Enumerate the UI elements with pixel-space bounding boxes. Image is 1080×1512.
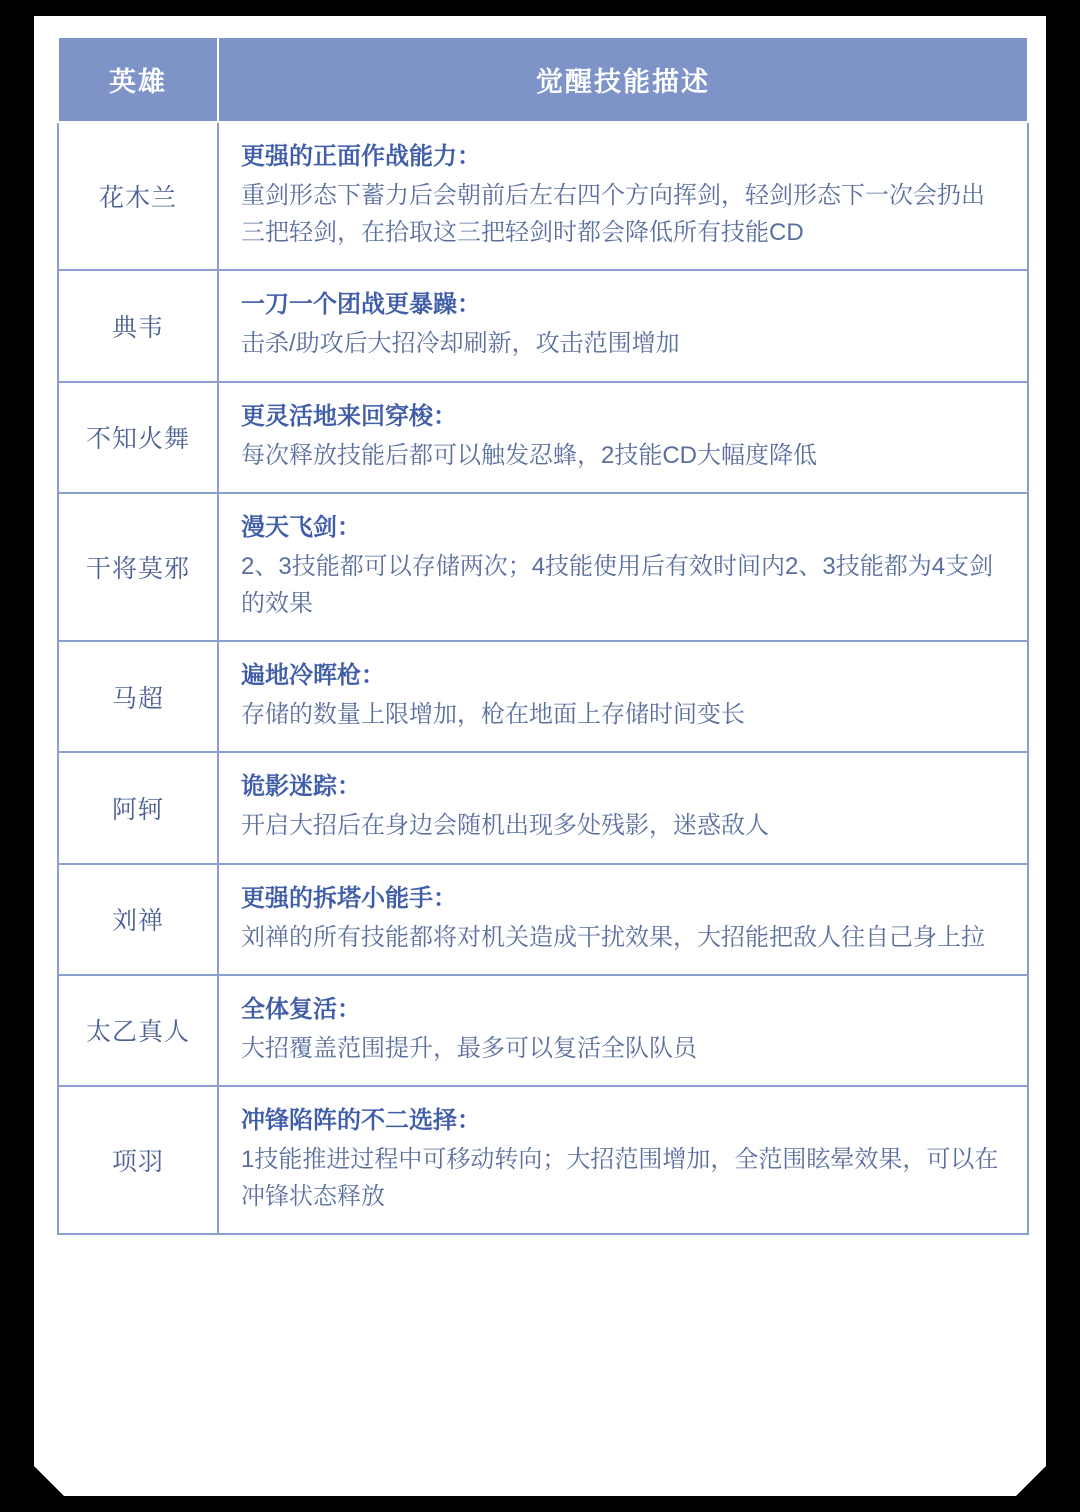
skill-title: 更强的正面作战能力： (241, 143, 481, 170)
skill-body: 2、3技能都可以存储两次；4技能使用后有效时间内2、3技能都为4支剑的效果 (241, 552, 994, 617)
table-body (58, 122, 1028, 1234)
skill-description (218, 641, 1028, 752)
hero-name: 干将莫邪 (58, 493, 218, 641)
hero-name: 阿轲 (58, 752, 218, 863)
skill-title: 更强的拆塔小能手： (241, 884, 457, 912)
table-row (58, 270, 1028, 381)
hero-name: 刘禅 (58, 864, 218, 975)
skill-body: 击杀/助攻后大招冷却刷新，攻击范围增加 (241, 330, 680, 358)
skill-title: 诡影迷踪： (241, 773, 361, 801)
skill-title: 更灵活地来回穿梭： (241, 402, 457, 430)
skill-description (218, 864, 1028, 975)
hero-name: 太乙真人 (58, 975, 218, 1086)
skill-body: 开启大招后在身边会随机出现多处残影，迷惑敌人 (241, 812, 769, 840)
awaken-skills-table-container (57, 36, 1023, 1468)
skill-body: 重剑形态下蓄力后会朝前后左右四个方向挥剑，轻剑形态下一次会扔出三把轻剑，在拾取这三把轻剑时都会降低所有技能CD (241, 182, 985, 247)
table-row (58, 493, 1028, 641)
skill-title: 漫天飞剑： (241, 513, 361, 541)
table-row (58, 752, 1028, 863)
skill-title: 遍地冷晖枪： (241, 662, 385, 690)
table-row (58, 641, 1028, 752)
skill-description (218, 493, 1028, 641)
skill-body: 1技能推进过程中可移动转向；大招范围增加，全范围眩晕效果，可以在冲锋状态释放 (241, 1145, 999, 1211)
skill-body: 刘禅的所有技能都将对机关造成干扰效果，大招能把敌人往自己身上拉 (241, 923, 985, 951)
table-row (58, 864, 1028, 975)
skill-body: 大招覆盖范围提升，最多可以复活全队队员 (241, 1034, 697, 1062)
table-row (58, 122, 1028, 270)
hero-name: 不知火舞 (58, 382, 218, 493)
skill-body: 每次释放技能后都可以触发忍蜂，2技能CD大幅度降低 (241, 441, 818, 469)
skill-description (218, 382, 1028, 493)
hero-name: 典韦 (58, 270, 218, 381)
table-row (58, 1086, 1028, 1234)
table-header-row (58, 37, 1028, 122)
skill-description (218, 1086, 1028, 1234)
skill-title: 冲锋陷阵的不二选择： (241, 1106, 481, 1134)
skill-description (218, 752, 1028, 863)
table-row (58, 975, 1028, 1086)
hero-name: 花木兰 (58, 122, 218, 270)
skill-description (218, 270, 1028, 381)
column-header-description: 觉醒技能描述 (218, 37, 1028, 122)
skill-description (218, 975, 1028, 1086)
column-header-hero: 英雄 (58, 37, 218, 122)
hero-name: 马超 (58, 641, 218, 752)
hero-name: 项羽 (58, 1086, 218, 1234)
skill-description (218, 122, 1028, 270)
skill-body: 存储的数量上限增加，枪在地面上存储时间变长 (241, 701, 745, 729)
awaken-skills-table (57, 36, 1029, 1235)
skill-title: 全体复活： (241, 995, 361, 1023)
skill-title: 一刀一个团战更暴躁： (241, 291, 481, 319)
table-row (58, 382, 1028, 493)
table-header (58, 37, 1028, 122)
